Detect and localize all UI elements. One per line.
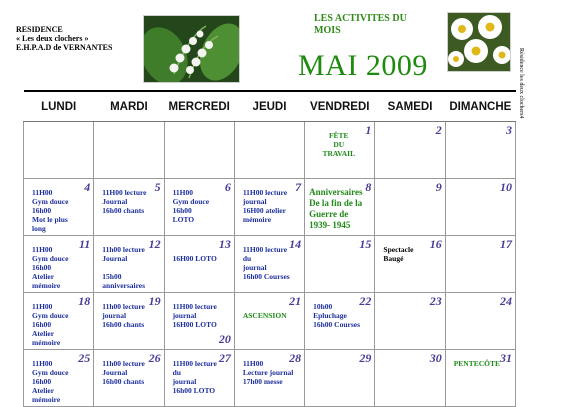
day-number: 28 xyxy=(289,351,302,365)
weekday-header: MARDI xyxy=(94,91,164,122)
calendar-week-row xyxy=(24,122,516,179)
calendar-day-cell xyxy=(445,350,515,407)
day-number: 21 xyxy=(289,294,302,308)
calendar-week-row xyxy=(24,350,516,407)
day-number: 26 xyxy=(148,351,161,365)
day-activity-text: 11H00 Gym douce 16h00 Atelier mémoire xyxy=(32,302,69,347)
calendar-day-cell xyxy=(24,293,94,350)
day-activity-text: 11H00 Gym douce 16h00 Atelier mémoire xyxy=(32,245,69,290)
calendar-day-cell xyxy=(445,122,515,179)
calendar-day-cell xyxy=(94,236,164,293)
calendar-day-cell xyxy=(164,350,234,407)
day-number: 7 xyxy=(295,180,302,194)
day-activity-text: 11H00 lecture journal 16H00 atelier mémoire xyxy=(242,188,288,224)
weekday-header: JEUDI xyxy=(234,91,304,122)
day-activity-text: Anniversaires De la fin de la Guerre de 1939- 1945 xyxy=(309,187,363,230)
calendar-day-cell xyxy=(94,179,164,236)
day-number: 12 xyxy=(148,237,161,251)
calendar-day-cell xyxy=(234,179,304,236)
calendar-body xyxy=(24,122,516,407)
calendar-day-cell xyxy=(234,122,304,179)
calendar-day-cell xyxy=(375,122,445,179)
residence-line: « Les deux clochers » xyxy=(16,34,89,43)
daisies-illustration xyxy=(448,13,510,71)
calendar-day-cell xyxy=(375,236,445,293)
day-number: 24 xyxy=(500,294,512,308)
calendar-day-cell xyxy=(234,350,304,407)
activities-title-line: LES ACTIVITES DU xyxy=(314,13,407,24)
day-number: 30 xyxy=(429,351,442,365)
calendar-day-cell xyxy=(164,122,234,179)
day-activity-text: 10h00 Epluchage 16h00 Courses xyxy=(313,302,361,329)
calendar-week-row xyxy=(24,179,516,236)
calendar-day-cell xyxy=(305,122,375,179)
calendar-day-cell xyxy=(445,236,515,293)
daisies-photo xyxy=(447,12,511,72)
calendar-day-cell xyxy=(94,122,164,179)
calendar-day-cell xyxy=(164,236,234,293)
calendar-day-cell xyxy=(164,179,234,236)
calendar-day-cell xyxy=(94,350,164,407)
weekday-header: LUNDI xyxy=(24,91,94,122)
calendar-day-cell xyxy=(234,236,304,293)
day-number: 2 xyxy=(435,123,442,137)
day-activity-text: Spectacle Baugé xyxy=(383,245,414,263)
day-number: 1 xyxy=(365,123,372,137)
day-number: 8 xyxy=(365,180,372,194)
calendar-day-cell xyxy=(94,293,164,350)
day-number: 9 xyxy=(435,180,442,194)
day-activity-text: FÊTE DU TRAVAIL xyxy=(322,131,356,158)
month-title: MAI 2009 xyxy=(298,49,428,82)
residence-block xyxy=(16,25,112,52)
weekday-header: VENDREDI xyxy=(305,91,375,122)
calendar-week-row xyxy=(24,293,516,350)
calendar-day-cell xyxy=(164,293,234,350)
day-number: 22 xyxy=(359,294,372,308)
day-activity-text: PENTECÔTE xyxy=(453,359,500,368)
calendar-day-cell xyxy=(24,122,94,179)
day-activity-text: 11H00 lecture du journal 16h00 Courses xyxy=(242,245,290,281)
side-caption: Résidence les deux clochers4 xyxy=(518,48,524,119)
calendar-day-cell xyxy=(375,350,445,407)
calendar-week-row xyxy=(24,236,516,293)
day-activity-text: 11H00 Gym douce 16h00 Mot le plus long xyxy=(32,188,69,233)
day-number: 14 xyxy=(289,237,302,251)
day-number: 31 xyxy=(500,351,512,365)
residence-line: E.H.P.A.D de VERNANTES xyxy=(16,43,113,52)
activities-title xyxy=(314,13,407,37)
calendar-day-cell xyxy=(375,293,445,350)
day-number: 6 xyxy=(224,180,231,194)
activities-title-line: MOIS xyxy=(314,25,341,36)
day-activity-text: 11H00 Lecture journal 17h00 messe xyxy=(242,359,294,386)
day-number: 11 xyxy=(78,237,91,251)
day-number: 10 xyxy=(500,180,512,194)
day-activity-text: 11h00 lecture Journal 16h00 chants xyxy=(102,359,145,386)
weekday-header-row xyxy=(24,91,516,122)
calendar-day-cell xyxy=(24,179,94,236)
day-number: 20 xyxy=(218,332,231,346)
day-activity-text: 11H00 Gym douce 16h00 Atelier mémoire xyxy=(32,359,69,404)
lily-of-the-valley-illustration xyxy=(144,16,239,82)
day-number: 29 xyxy=(359,351,372,365)
day-activity-text: 11h00 lecture Journal 15h00 anniversaires xyxy=(102,245,146,290)
residence-line: RESIDENCE xyxy=(16,25,63,34)
day-number: 4 xyxy=(84,180,91,194)
day-number: 13 xyxy=(218,237,231,251)
day-activity-text: 11H00 Gym douce 16h00 LOTO xyxy=(172,188,210,224)
calendar-day-cell xyxy=(24,350,94,407)
calendar-day-cell xyxy=(305,236,375,293)
day-number: 25 xyxy=(78,351,91,365)
day-activity-text: 11H00 lecture Journal 16h00 chants xyxy=(102,188,147,215)
calendar-day-cell xyxy=(305,350,375,407)
day-activity-text: 11H00 lecture journal 16H00 LOTO xyxy=(172,302,217,329)
weekday-header: MERCREDI xyxy=(164,91,234,122)
calendar-day-cell xyxy=(445,293,515,350)
calendar-table xyxy=(23,90,516,407)
day-number: 16 xyxy=(429,237,442,251)
day-activity-text: 11h00 lecture journal 16h00 chants xyxy=(102,302,145,329)
day-activity-text: 16H00 LOTO xyxy=(172,254,217,263)
day-activity-text: 11H00 lecture du journal 16h00 LOTO xyxy=(172,359,217,395)
calendar-day-cell xyxy=(305,179,375,236)
calendar-day-cell xyxy=(234,293,304,350)
calendar-day-cell xyxy=(375,179,445,236)
calendar-day-cell xyxy=(24,236,94,293)
day-number: 5 xyxy=(154,180,161,194)
day-number: 17 xyxy=(500,237,512,251)
day-number: 18 xyxy=(78,294,91,308)
day-number: 3 xyxy=(506,123,512,137)
calendar-day-cell xyxy=(445,179,515,236)
weekday-header: DIMANCHE xyxy=(445,91,515,122)
lily-of-the-valley-photo xyxy=(143,15,240,83)
calendar-day-cell xyxy=(305,293,375,350)
day-number: 23 xyxy=(429,294,442,308)
weekday-header: SAMEDI xyxy=(375,91,445,122)
day-number: 27 xyxy=(218,351,231,365)
day-number: 15 xyxy=(359,237,372,251)
day-number: 19 xyxy=(148,294,161,308)
day-activity-text: ASCENSION xyxy=(242,311,287,320)
